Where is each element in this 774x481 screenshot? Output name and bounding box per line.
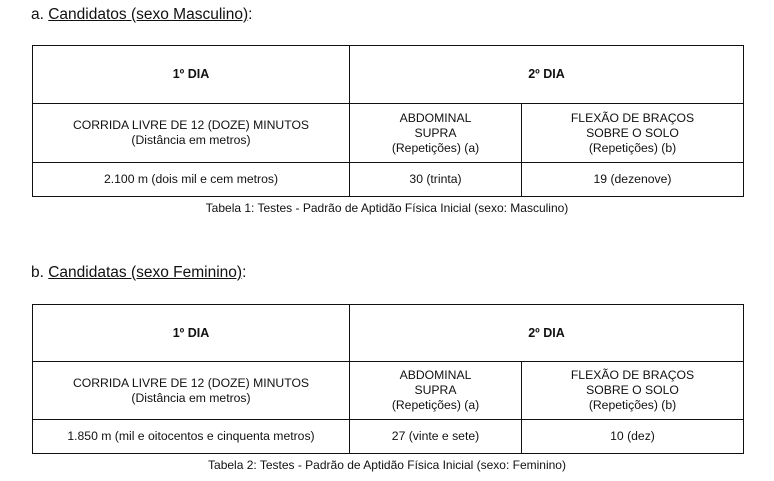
table-row xyxy=(33,420,744,454)
col-corrida-line2: (Distância em metros) xyxy=(131,133,251,147)
col-abdominal-line2: SUPRA xyxy=(414,125,457,140)
section-a-title: Candidatos (sexo Masculino) xyxy=(48,6,249,23)
header-day1: 1º DIA xyxy=(33,305,350,362)
table-female xyxy=(32,304,744,454)
col-abdominal-line3: (Repetições) (a) xyxy=(391,398,480,412)
section-a-suffix: : xyxy=(248,6,253,23)
col-flexao-line3: (Repetições) (b) xyxy=(588,140,677,155)
col-flexao-header xyxy=(522,362,744,420)
col-flexao-line1: FLEXÃO DE BRAÇOS xyxy=(570,110,695,125)
col-corrida-header xyxy=(33,362,350,420)
col-corrida-header xyxy=(33,104,350,163)
table-header-row xyxy=(33,46,744,104)
table-female-caption: Tabela 2: Testes - Padrão de Aptidão Física Inicial (sexo: Feminino) xyxy=(208,458,566,472)
col-abdominal-line1: ABDOMINAL xyxy=(399,368,472,382)
section-b-heading xyxy=(31,264,246,282)
value-flexao: 10 (dez) xyxy=(522,420,744,454)
section-a-prefix: a. xyxy=(31,6,49,23)
value-corrida: 1.850 m (mil e oitocentos e cinquenta metros) xyxy=(33,420,350,454)
col-corrida-line1: CORRIDA LIVRE DE 12 (DOZE) MINUTOS xyxy=(72,375,310,390)
col-flexao-line2: SOBRE O SOLO xyxy=(586,125,679,140)
col-abdominal-header xyxy=(350,362,522,420)
col-corrida-line2: (Distância em metros) xyxy=(131,390,251,405)
value-abdominal: 27 (vinte e sete) xyxy=(350,420,522,454)
col-flexao-line1: FLEXÃO DE BRAÇOS xyxy=(570,368,695,382)
table-subheader-row xyxy=(33,362,744,420)
value-abdominal: 30 (trinta) xyxy=(350,163,522,197)
header-day2: 2º DIA xyxy=(350,46,744,104)
table-header-row xyxy=(33,305,744,362)
table-male-caption: Tabela 1: Testes - Padrão de Aptidão Física Inicial (sexo: Masculino) xyxy=(205,201,569,215)
section-b-title: Candidatas (sexo Feminino) xyxy=(48,264,243,281)
section-b-prefix: b. xyxy=(31,264,49,281)
table-subheader-row xyxy=(33,104,744,163)
col-abdominal-header xyxy=(350,104,522,163)
table-male xyxy=(32,45,744,197)
col-abdominal-line2: SUPRA xyxy=(414,383,457,397)
section-b-suffix: : xyxy=(242,264,247,281)
col-corrida-line1: CORRIDA LIVRE DE 12 (DOZE) MINUTOS xyxy=(72,118,310,132)
col-abdominal-line1: ABDOMINAL xyxy=(399,110,472,125)
section-a-heading xyxy=(31,6,252,24)
value-corrida: 2.100 m (dois mil e cem metros) xyxy=(33,163,350,197)
header-day2: 2º DIA xyxy=(350,305,744,362)
col-abdominal-line3: (Repetições) (a) xyxy=(391,140,480,155)
value-flexao: 19 (dezenove) xyxy=(522,163,744,197)
col-flexao-header xyxy=(522,104,744,163)
table-row xyxy=(33,163,744,197)
col-flexao-line2: SOBRE O SOLO xyxy=(586,383,679,397)
header-day1: 1º DIA xyxy=(33,46,350,104)
col-flexao-line3: (Repetições) (b) xyxy=(588,398,677,412)
